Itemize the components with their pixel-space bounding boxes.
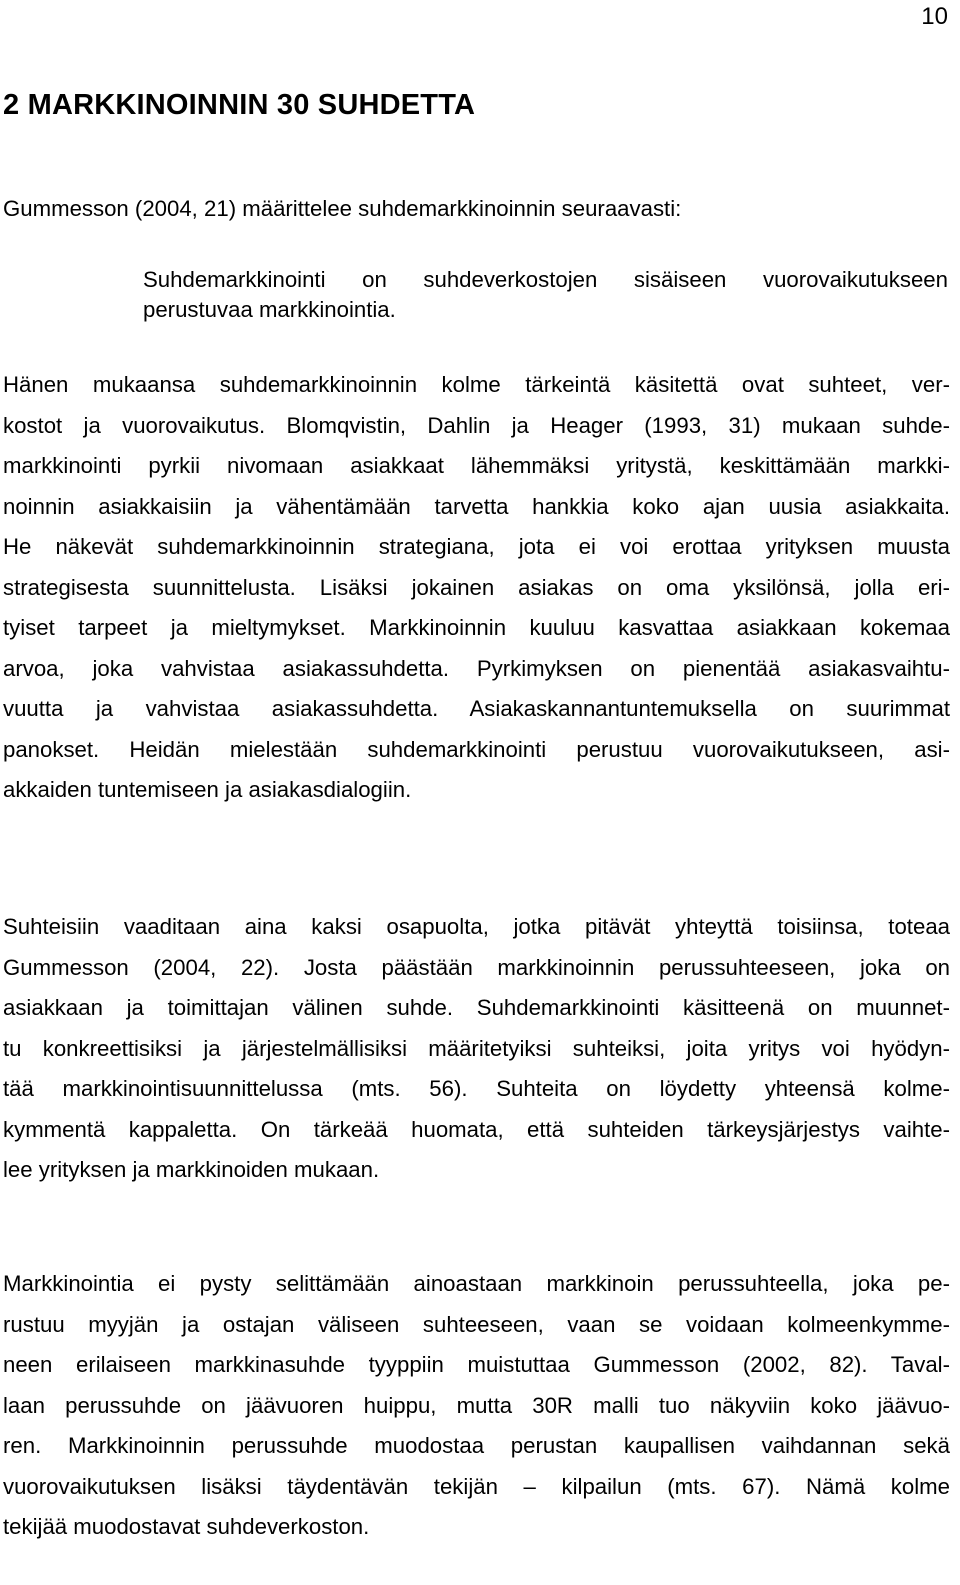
paragraph-line: tekijää muodostavat suhdeverkoston. <box>3 1514 370 1539</box>
paragraph-line: akkaiden tuntemiseen ja asiakasdialogiin. <box>3 777 412 802</box>
paragraph-line: vuorovaikutuksen lisäksi täydentävän tekijän – kilpailun (mts. 67). Nämä kolme <box>3 1473 950 1499</box>
paragraph-line: panokset. Heidän mielestään suhdemarkkinointi perustuu vuorovaikutukseen, asi- <box>3 736 950 762</box>
paragraph-line: lee yrityksen ja markkinoiden mukaan. <box>3 1157 380 1182</box>
paragraph-line: asiakkaan ja toimittajan välinen suhde. Suhdemarkkinointi käsitteenä on muunnet- <box>3 995 950 1020</box>
paragraph-line: laan perussuhde on jäävuoren huippu, mutta 30R malli tuo näkyviin koko jäävuo- <box>3 1392 950 1418</box>
paragraph-line: He näkevät suhdemarkkinoinnin strategiana, jota ei voi erottaa yrityksen muusta <box>3 534 950 559</box>
paragraph-line: neen erilaiseen markkinasuhde tyyppiin muistuttaa Gummesson (2002, 82). Taval- <box>3 1352 950 1377</box>
paragraph-line: tyiset tarpeet ja mieltymykset. Markkinoinnin kuuluu kasvattaa asiakkaan kokemaa <box>3 615 950 640</box>
paragraph-line: noinnin asiakkaisiin ja vähentämään tarvetta hankkia koko ajan uusia asiakkaita. <box>3 493 950 519</box>
paragraph-line: rustuu myyjän ja ostajan väliseen suhteeseen, vaan se voidaan kolmeenkymme- <box>3 1311 950 1337</box>
paragraph-line: tää markkinointisuunnittelussa (mts. 56). Suhteita on löydetty yhteensä kolme- <box>3 1076 950 1101</box>
chapter-title: 2 MARKKINOINNIN 30 SUHDETTA <box>3 89 476 121</box>
paragraph-line: markkinointi pyrkii nivomaan asiakkaat lähemmäksi yritystä, keskittämään markki- <box>3 453 950 478</box>
quote-line: Suhdemarkkinointi on suhdeverkostojen sisäiseen vuorovaikutukseen <box>143 267 948 292</box>
paragraph-line: kostot ja vuorovaikutus. Blomqvistin, Dahlin ja Heager (1993, 31) mukaan suhde- <box>3 412 950 438</box>
quote-line: perustuvaa markkinointia. <box>143 297 396 322</box>
paragraph-line: ren. Markkinoinnin perussuhde muodostaa perustan kaupallisen vaihdannan sekä <box>3 1433 950 1458</box>
paragraph-3 <box>3 1264 950 1548</box>
paragraph-line: arvoa, joka vahvistaa asiakassuhdetta. Pyrkimyksen on pienentää asiakasvaihtu- <box>3 655 950 681</box>
paragraph-line: tu konkreettisiksi ja järjestelmällisiksi määritetyiksi suhteiksi, joita yritys voi hyödyn- <box>3 1035 950 1061</box>
paragraph-2 <box>3 907 950 1191</box>
paragraph-line: kymmentä kappaletta. On tärkeää huomata, että suhteiden tärkeysjärjestys vaihte- <box>3 1116 950 1142</box>
paragraph-1 <box>3 365 950 811</box>
paragraph-line: Suhteisiin vaaditaan aina kaksi osapuolta, jotka pitävät yhteyttä toisiinsa, toteaa <box>3 914 950 939</box>
paragraph-line: Gummesson (2004, 22). Josta päästään markkinoinnin perussuhteeseen, joka on <box>3 954 950 980</box>
block-quote <box>143 265 948 325</box>
paragraph-line: Markkinointia ei pysty selittämään ainoastaan markkinoin perussuhteella, joka pe- <box>3 1271 950 1296</box>
page-number: 10 <box>921 3 948 30</box>
paragraph-line: strategisesta suunnittelusta. Lisäksi jokainen asiakas on oma yksilönsä, jolla eri- <box>3 574 950 600</box>
intro-sentence: Gummesson (2004, 21) määrittelee suhdemarkkinoinnin seuraavasti: <box>3 196 682 221</box>
paragraph-line: Hänen mukaansa suhdemarkkinoinnin kolme tärkeintä käsitettä ovat suhteet, ver- <box>3 372 950 397</box>
paragraph-line: vuutta ja vahvistaa asiakassuhdetta. Asiakaskannantuntemuksella on suurimmat <box>3 696 950 721</box>
